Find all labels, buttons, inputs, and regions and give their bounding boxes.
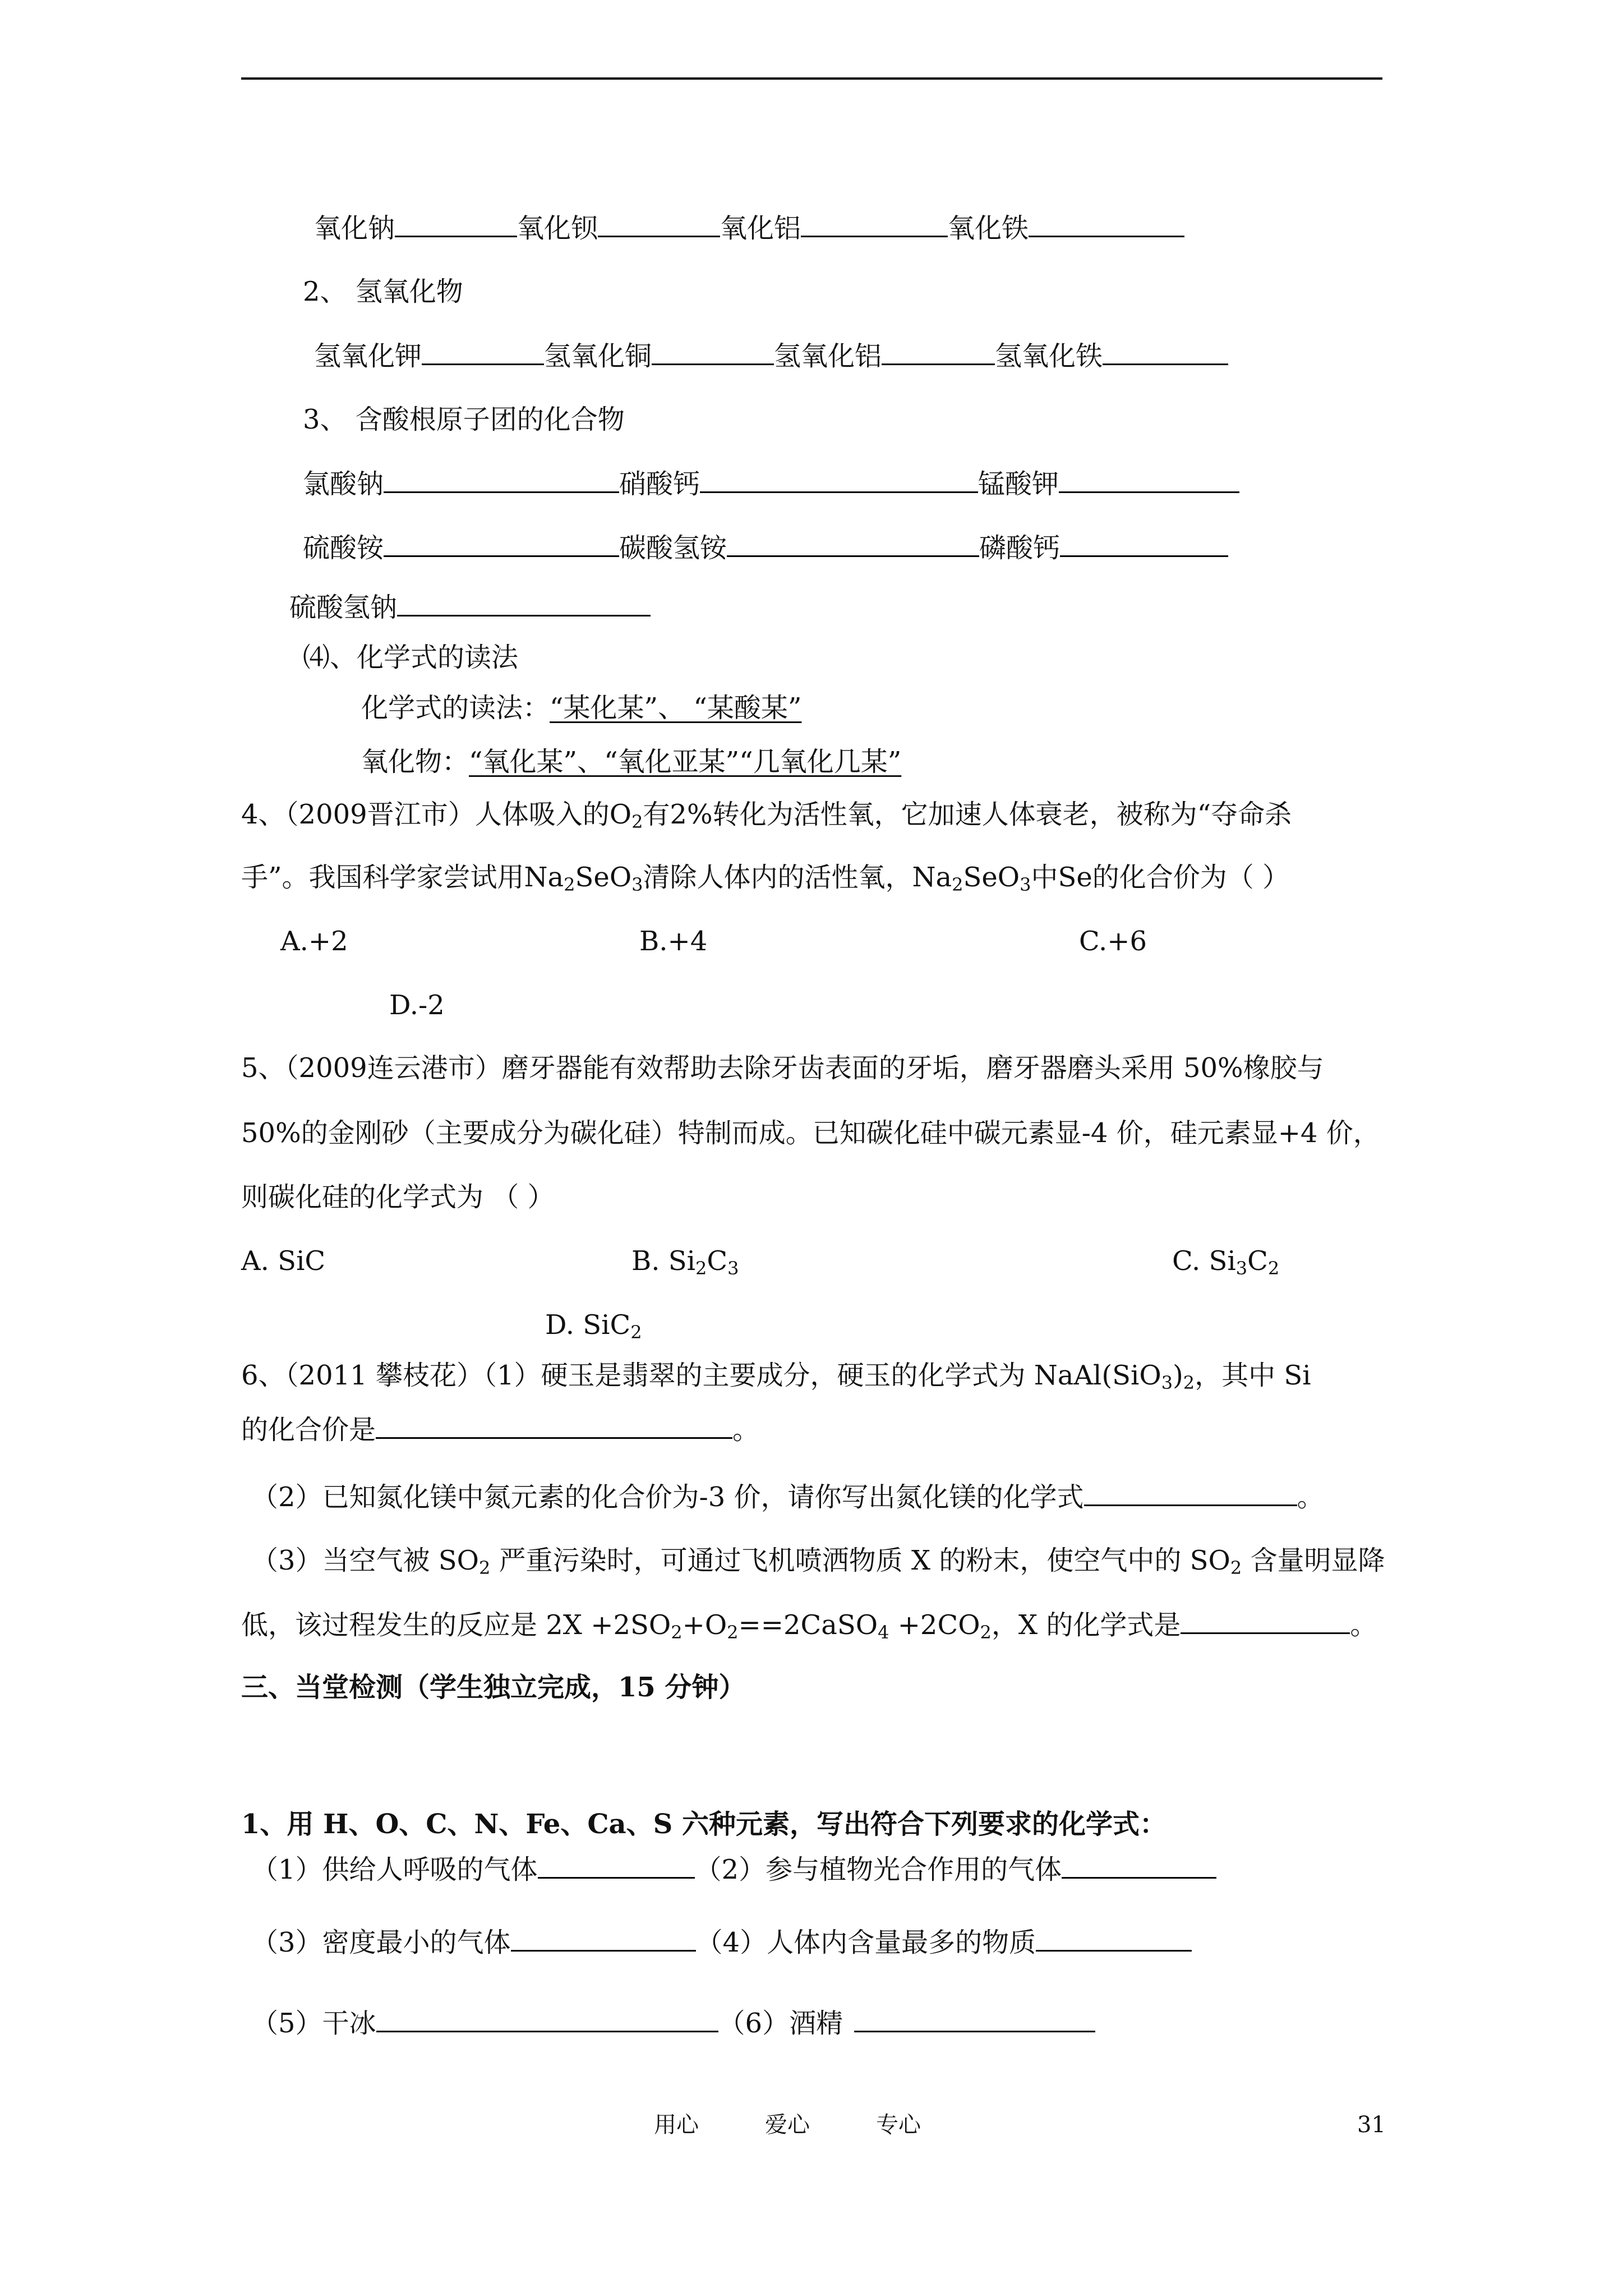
question-5-line-1: 5、（2009连云港市）磨牙器能有效帮助去除牙齿表面的牙垢，磨牙器磨头采用 50%橡胶与 <box>241 1052 1324 1084</box>
section-heading: 2、 氢氧化物 <box>303 276 463 307</box>
option-c[interactable]: C.+6 <box>1079 926 1147 957</box>
section-heading: 三、当堂检测（学生独立完成，15 分钟） <box>241 1672 746 1703</box>
text: 氢氧化铜 <box>544 341 652 372</box>
question-6-part-3-line-2: 低，该过程发生的反应是 $2X +2SO_2+O_2==2CaSO_4 +2CO_2$，X 的化学式是 。 <box>241 1607 1377 1643</box>
page-number: 31 <box>1357 2112 1386 2138</box>
text: 氢氧化铝 <box>774 341 882 372</box>
answer-blank[interactable] <box>538 1851 695 1879</box>
question-6-part-2: （2）已知氮化镁中氮元素的化合价为-3 价，请你写出氮化镁的化学式 。 <box>251 1479 1324 1515</box>
option-a[interactable]: A. SiC <box>241 1245 326 1277</box>
section-heading: 3、 含酸根原子团的化合物 <box>303 404 625 435</box>
underlined-answer: “某化某”、 “某酸某” <box>550 692 802 724</box>
answer-blank[interactable] <box>882 338 995 365</box>
answer-blank[interactable] <box>1060 530 1228 557</box>
text: 硫酸铵 <box>303 532 384 564</box>
question-4-line-2: 手”。我国科学家尝试用$Na_2SeO_3$清除人体内的活性氧，$Na_2SeO_3$中Se的化合价为（ ） <box>241 862 1290 895</box>
reading-rule-1 <box>361 690 1013 726</box>
answer-blank[interactable] <box>700 466 978 493</box>
footer-motto-1: 用心 <box>654 2112 699 2138</box>
answer-blank[interactable] <box>652 338 774 365</box>
question-6-line-2: 的化合价是 。 <box>241 1411 759 1448</box>
text: 碳酸氢铵 <box>619 532 727 564</box>
option-d[interactable]: D. SiC$_2$ <box>545 1309 642 1343</box>
answer-blank[interactable] <box>384 466 619 493</box>
question-6-part-3-line-1: （3）当空气被 $SO_2$ 严重污染时，可通过飞机喷洒物质 X 的粉末，使空气中的 $SO_2$ 含量明显降 <box>251 1545 1385 1579</box>
header-rule <box>241 77 1382 80</box>
answer-blank[interactable] <box>397 589 651 616</box>
check-row-3: （5）干冰 （6）酒精 <box>251 2005 1095 2041</box>
footer-motto-2: 爱心 <box>765 2112 810 2138</box>
footer-motto-3: 专心 <box>876 2112 921 2138</box>
acid-radical-row <box>289 589 651 625</box>
question-4-line-1: 4、（2009晋江市）人体吸入的$O_2$有2%转化为活性氧，它加速人体衰老，被称为“夺命杀 <box>241 799 1292 832</box>
answer-blank[interactable] <box>727 530 979 557</box>
acid-radical-row <box>303 466 1239 502</box>
question-5-line-2: 50%的金刚砂（主要成分为碳化硅）特制而成。已知碳化硅中碳元素显-4 价，硅元素显+4 价， <box>241 1117 1380 1149</box>
hydroxides-row <box>314 338 1228 374</box>
answer-blank[interactable] <box>1181 1607 1350 1634</box>
text: 氧化钡 <box>517 213 598 244</box>
text: 氧化钠 <box>314 213 395 244</box>
question-5-line-3: 则碳化硅的化学式为 （ ） <box>241 1181 555 1213</box>
question-6-line-1: 6、（2011 攀枝花）（1）硬玉是翡翠的主要成分，硬玉的化学式为 $NaAl(SiO_3)_2$，其中 Si <box>241 1360 1311 1393</box>
answer-blank[interactable] <box>1062 1851 1216 1879</box>
text: 硫酸氢钠 <box>289 592 398 623</box>
check-row-1: （1）供给人呼吸的气体 （2）参与植物光合作用的气体 <box>251 1851 1216 1888</box>
answer-blank[interactable] <box>384 530 619 557</box>
text: 氯酸钠 <box>303 468 384 500</box>
option-c[interactable]: C. $Si_3C_2$ <box>1172 1245 1280 1279</box>
text: 化学式的读法： <box>361 692 550 724</box>
text: 氢氧化铁 <box>995 341 1103 372</box>
question-heading: 1、用 H、O、C、N、Fe、Ca、S 六种元素，写出符合下列要求的化学式： <box>241 1809 1167 1840</box>
section-heading: ⑷、化学式的读法 <box>303 642 519 673</box>
answer-blank[interactable] <box>376 2005 718 2032</box>
answer-blank[interactable] <box>598 210 720 237</box>
answer-blank[interactable] <box>854 2005 1095 2032</box>
text: 氧化铝 <box>720 213 801 244</box>
underlined-answer: “氧化某”、“氧化亚某”“几氧化几某” <box>469 746 902 777</box>
answer-blank[interactable] <box>395 210 517 237</box>
option-d[interactable]: D.-2 <box>389 990 445 1021</box>
answer-blank[interactable] <box>422 338 544 365</box>
acid-radical-row <box>303 530 1228 566</box>
text: 氢氧化钾 <box>314 341 422 372</box>
answer-blank[interactable] <box>376 1411 732 1439</box>
answer-blank[interactable] <box>1084 1479 1297 1506</box>
check-row-2: （3）密度最小的气体 （4）人体内含量最多的物质 <box>251 1924 1192 1961</box>
text: 磷酸钙 <box>979 532 1061 564</box>
oxides-row <box>314 210 1184 246</box>
answer-blank[interactable] <box>1103 338 1228 365</box>
option-b[interactable]: B.+4 <box>639 926 708 957</box>
answer-blank[interactable] <box>801 210 948 237</box>
option-a[interactable]: A.+2 <box>280 926 348 957</box>
text: 氧化物： <box>361 746 469 777</box>
answer-blank[interactable] <box>1059 466 1239 493</box>
text: 锰酸钾 <box>978 468 1059 500</box>
reading-rule-2 <box>361 744 1212 780</box>
text: 硝酸钙 <box>619 468 700 500</box>
answer-blank[interactable] <box>1029 210 1184 237</box>
answer-blank[interactable] <box>1036 1924 1192 1952</box>
answer-blank[interactable] <box>511 1924 696 1952</box>
option-b[interactable]: B. $Si_2C_3$ <box>631 1245 739 1279</box>
text: 氧化铁 <box>948 213 1029 244</box>
